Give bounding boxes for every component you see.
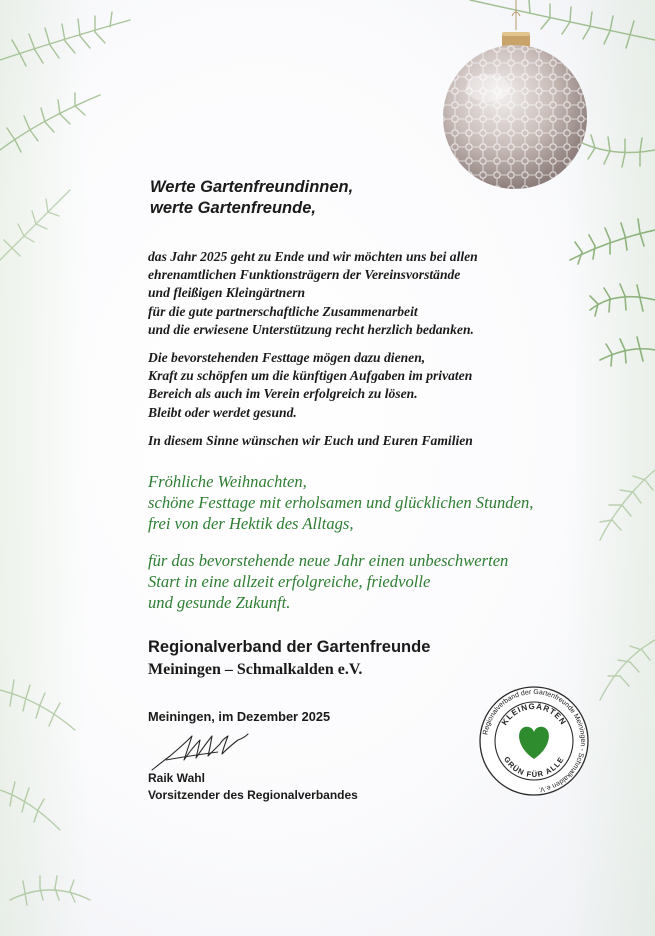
paragraph-line: Bleibt oder werdet gesund.: [148, 404, 297, 420]
wish-line: und gesunde Zukunft.: [148, 593, 291, 612]
paragraph-line: für die gute partnerschaftliche Zusammenarbeit: [148, 303, 418, 319]
paragraph-line: und fleißigen Kleingärtnern: [148, 285, 306, 301]
salutation-line: werte Gartenfreunde,: [150, 199, 316, 217]
wish-intro: In diesem Sinne wünschen wir Euch und Euren Familien: [148, 433, 473, 448]
wish-line: schöne Festtage mit erholsamen und glücklichen Stunden,: [148, 493, 534, 512]
salutation: [150, 177, 353, 219]
wish-line: frei von der Hektik des Alltags,: [148, 514, 354, 533]
wish-line: Start in eine allzeit erfolgreiche, friedvolle: [148, 572, 431, 591]
organization-name: Regionalverband der Gartenfreunde: [148, 638, 431, 656]
signer-title: Vorsitzender des Regionalverbandes: [148, 788, 358, 802]
new-year-wishes: [148, 550, 508, 613]
thanks-paragraph: [148, 248, 478, 339]
signer-name: Raik Wahl: [148, 771, 205, 785]
wish-line: für das bevorstehende neue Jahr einen unbeschwerten: [148, 551, 509, 570]
signature-icon: [148, 726, 258, 774]
seal-outer-text: Regionalverband der Gartenfreunde Meiningen - Schmalkalden e.V.: [482, 688, 587, 793]
paragraph-line: das Jahr 2025 geht zu Ende und wir möchten uns bei allen: [148, 249, 478, 264]
place-date: Meiningen, im Dezember 2025: [148, 709, 331, 724]
holiday-paragraph: [148, 349, 472, 422]
paragraph-line: und die erwiesene Unterstützung recht herzlich bedanken.: [148, 321, 474, 337]
wish-line: Fröhliche Weihnachten,: [148, 472, 307, 491]
salutation-line: Werte Gartenfreundinnen,: [150, 178, 354, 196]
paragraph-line: Kraft zu schöpfen um die künftigen Aufgaben im privaten: [148, 368, 473, 384]
paragraph-line: ehrenamtlichen Funktionsträgern der Vereinsvorstände: [148, 267, 461, 283]
paragraph-line: Die bevorstehenden Festtage mögen dazu dienen,: [148, 350, 426, 365]
paragraph-line: Bereich als auch im Verein erfolgreich zu lösen.: [148, 386, 418, 402]
seal-top-text: KLEINGÄRTEN: [499, 701, 569, 727]
seal-bottom-text: GRÜN FÜR ALLE: [502, 754, 566, 780]
organization-location: Meiningen – Schmalkalden e.V.: [148, 661, 363, 678]
christmas-wishes: [148, 471, 533, 534]
association-seal: [478, 685, 590, 797]
